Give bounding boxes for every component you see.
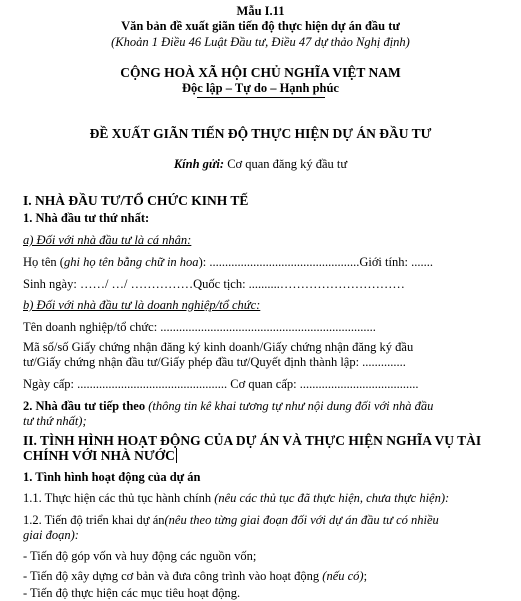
bullet-capital: - Tiến độ góp vốn và huy động các nguồn vốn;	[23, 549, 257, 563]
nation-name: CỘNG HOÀ XÃ HỘI CHỦ NGHĨA VIỆT NAM	[120, 65, 401, 80]
form-code: Mẫu I.11	[236, 4, 285, 18]
individual-heading: a) Đối với nhà đầu tư là cá nhân:	[23, 233, 192, 247]
investor-next-hint-cont: tư thứ nhất);	[23, 414, 87, 428]
investor-next-hint: (thông tin kê khai tương tự như nội dung đối với nhà đầu	[148, 399, 434, 413]
section1-heading: I. NHÀ ĐẦU TƯ/TỔ CHỨC KINH TẾ	[23, 193, 249, 208]
progress-text: 1.2. Tiến độ triển khai dự án	[23, 513, 165, 527]
bullet-construction	[23, 569, 367, 584]
name-prefix: Họ tên (	[23, 255, 64, 269]
admin-procedures-line	[23, 491, 449, 506]
dob-nationality-field[interactable]: Sinh ngày: ……/ …/ ……………Quốc tịch: ..........…………………………	[23, 277, 405, 291]
investor-next-line	[23, 399, 433, 414]
name-suffix: ): ................................................Giới tính: .......	[198, 255, 433, 269]
investor1-heading: 1. Nhà đầu tư thứ nhất:	[23, 211, 150, 225]
activity-heading: 1. Tình hình hoạt động của dự án	[23, 470, 201, 484]
section2-heading-line-2	[23, 448, 177, 463]
bullet-construction-text: - Tiến độ xây dựng cơ bản và đưa công trình vào hoạt động	[23, 569, 323, 583]
motto: Độc lập – Tự do – Hạnh phúc	[182, 81, 339, 95]
recipient-line	[0, 157, 521, 172]
bullet-objectives: - Tiến độ thực hiện các mục tiêu hoạt động.	[23, 586, 241, 600]
investor-next-heading: 2. Nhà đầu tư tiếp theo	[23, 399, 146, 413]
certificate-line-1: Mã số/số Giấy chứng nhận đăng ký kinh doanh/Giấy chứng nhận đăng ký đầu	[23, 340, 414, 354]
progress-hint-cont: giai đoạn):	[23, 528, 79, 542]
progress-hint: (nêu theo từng giai đoạn đối với dự án đầu tư có nhiều	[164, 513, 439, 527]
full-name-field[interactable]	[23, 255, 433, 270]
issue-date-authority-field[interactable]: Ngày cấp: ................................................ Cơ quan cấp: ......................................	[23, 377, 419, 391]
org-name-field[interactable]: Tên doanh nghiệp/tổ chức: .....................................................................	[23, 320, 376, 334]
bullet-construction-hint: (nếu có)	[322, 569, 364, 583]
motto-underline	[197, 97, 325, 98]
name-hint: ghi họ tên bằng chữ in hoa	[63, 255, 199, 269]
admin-procedures-text: 1.1. Thực hiện các thủ tục hành chính	[23, 491, 215, 505]
progress-line	[23, 513, 439, 528]
recipient-value: Cơ quan đăng ký đầu tư	[227, 157, 348, 171]
document-subtitle: Văn bản đề xuất giãn tiến độ thực hiện dự án đầu tư	[121, 19, 400, 33]
certificate-field[interactable]: tư/Giấy chứng nhận đầu tư/Giấy phép đầu tư/Quyết định thành lập: ..............	[23, 355, 406, 369]
document-title: ĐỀ XUẤT GIÃN TIẾN ĐỘ THỰC HIỆN DỰ ÁN ĐẦU TƯ	[89, 126, 432, 141]
text-cursor	[176, 448, 177, 463]
recipient-label: Kính gửi:	[173, 157, 225, 171]
admin-procedures-hint: (nêu các thủ tục đã thực hiện, chưa thực hiện):	[214, 491, 450, 505]
org-heading: b) Đối với nhà đầu tư là doanh nghiệp/tổ chức:	[23, 298, 261, 312]
bullet-construction-end: ;	[363, 569, 368, 583]
section2-heading-text: CHÍNH VỚI NHÀ NƯỚC	[23, 448, 175, 463]
section2-heading-line-1: II. TÌNH HÌNH HOẠT ĐỘNG CỦA DỰ ÁN VÀ THỰC HIỆN NGHĨA VỤ TÀI	[23, 433, 482, 448]
legal-basis: (Khoản 1 Điều 46 Luật Đầu tư, Điều 47 dự thảo Nghị định)	[111, 35, 410, 49]
